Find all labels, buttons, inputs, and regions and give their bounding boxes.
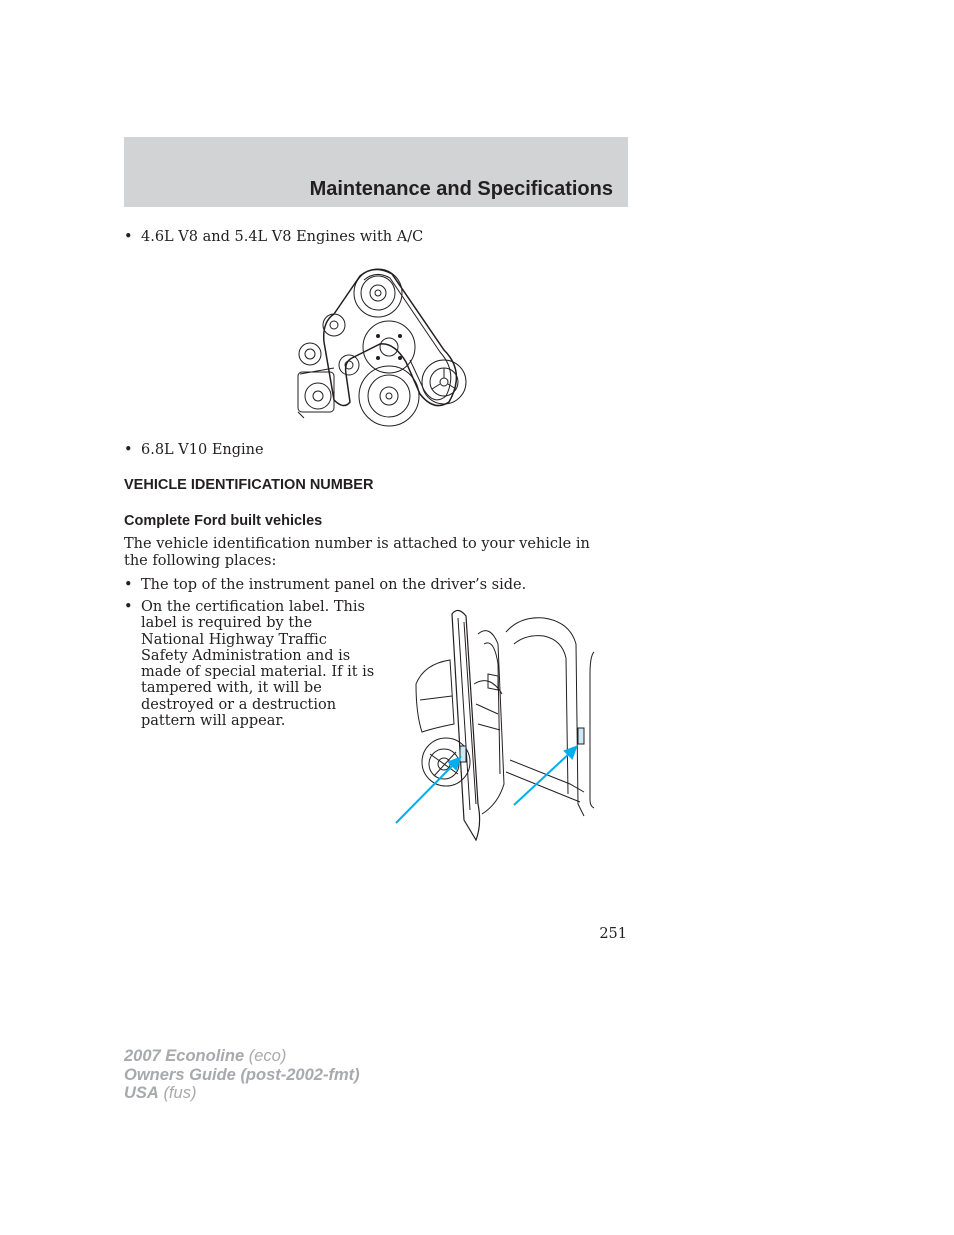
intro-paragraph: The vehicle identification number is attached to your vehicle in the following places: — [124, 536, 590, 569]
page-number: 251 — [599, 926, 627, 942]
footer-model-code: (eco) — [248, 1047, 287, 1065]
list-item-text: 6.8L V10 Engine — [141, 442, 264, 458]
footer — [124, 1047, 360, 1103]
list-item-text: The top of the instrument panel on the driver’s side. — [141, 577, 527, 593]
list-item-text: 4.6L V8 and 5.4L V8 Engines with A/C — [141, 229, 424, 245]
bullet-dot: • — [124, 442, 133, 458]
footer-line-3 — [124, 1084, 360, 1103]
footer-line-1 — [124, 1047, 360, 1066]
bullet-dot: • — [124, 599, 133, 615]
bullet-dot: • — [124, 229, 133, 245]
list-item-text: On the certification label. This label is required by the National Highway Traffic Safety Administration and is made of special material. If it is tampered with, it will be destroyed or a destruction pattern will appear. — [141, 599, 375, 730]
subsection-heading: Complete Ford built vehicles — [124, 513, 323, 529]
footer-model: 2007 Econoline — [124, 1047, 245, 1065]
door-label-illustration — [394, 604, 604, 844]
footer-market-code: (fus) — [163, 1084, 197, 1102]
header-band — [124, 137, 628, 207]
footer-guide: Owners Guide (post-2002-fmt) — [124, 1065, 360, 1084]
section-heading: VEHICLE IDENTIFICATION NUMBER — [124, 477, 374, 493]
bullet-dot: • — [124, 577, 133, 593]
belt-routing-diagram — [294, 262, 474, 430]
section-title: Maintenance and Specifications — [309, 178, 613, 200]
footer-market: USA — [124, 1084, 159, 1102]
footer-line-2 — [124, 1066, 360, 1085]
